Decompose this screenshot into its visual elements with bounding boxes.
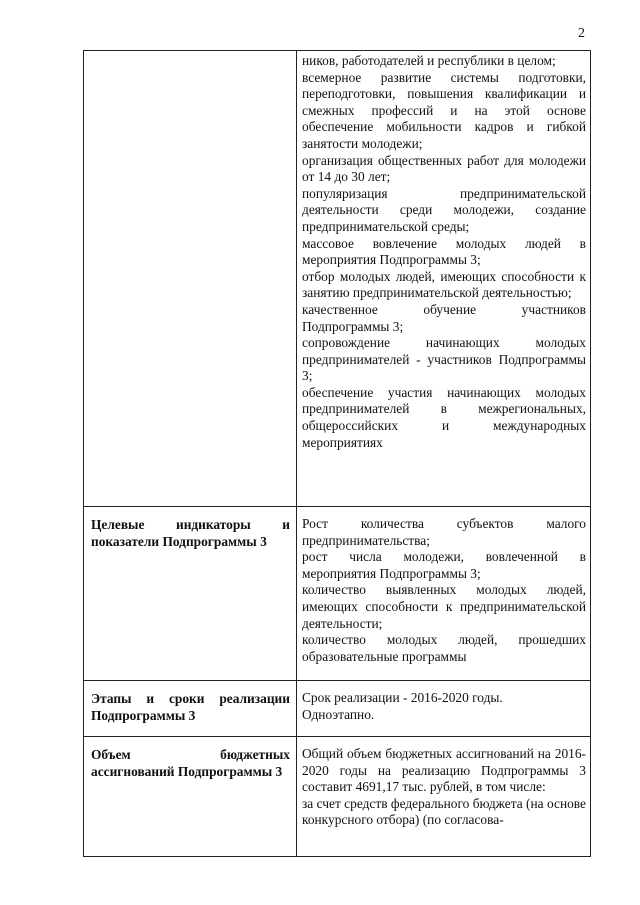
content-line: количество выявленных молодых людей, имеющих способности к предпринимательской деятельности; xyxy=(302,582,586,631)
content-line: массовое вовлечение молодых людей в мероприятия Подпрограммы 3; xyxy=(302,235,586,268)
table-row-budget xyxy=(84,737,591,857)
row-content-indicators xyxy=(297,507,591,681)
row-label-budget: Объем бюджетных ассигнований Подпрограммы 3 xyxy=(84,737,297,857)
row-label-empty xyxy=(84,51,297,507)
content-line: рост числа молодежи, вовлеченной в мероприятия Подпрограммы 3; xyxy=(302,549,586,581)
content-line: отбор молодых людей, имеющих способности к занятию предпринимательской деятельностью; xyxy=(302,268,586,301)
content-line: всемерное развитие системы подготовки, переподготовки, повышения квалификации и смежных профессий и на этой основе обеспечение мобильности кадров и гибкой занятости молодежи; xyxy=(302,69,586,151)
row-content-objectives xyxy=(297,51,591,507)
content-line: качественное обучение участников Подпрограммы 3; xyxy=(302,301,586,334)
content-line: Общий объем бюджетных ассигнований на 2016-2020 годы на реализацию Подпрограммы 3 составит 4691,17 тыс. рублей, в том числе: xyxy=(302,746,586,795)
content-line: за счет средств федерального бюджета (на основе конкурсного отбора) (по согласова- xyxy=(302,795,586,828)
content-line: ников, работодателей и республики в целом; xyxy=(302,53,556,68)
content-line: количество молодых людей, прошедших образовательные программы xyxy=(302,632,586,664)
row-content-budget xyxy=(297,737,591,857)
content-line: Одноэтапно. xyxy=(302,706,375,722)
content-line: Рост количества субъектов малого предпринимательства; xyxy=(302,516,586,548)
table-row-objectives xyxy=(84,51,591,507)
content-line: Срок реализации - 2016-2020 годы. xyxy=(302,690,503,705)
row-content-stages xyxy=(297,681,591,737)
content-line: популяризация предпринимательской деятельности среди молодежи, создание предпринимательской среды; xyxy=(302,185,586,234)
table-row-stages xyxy=(84,681,591,737)
subprogram-passport-table xyxy=(83,50,591,857)
row-label-indicators: Целевые индикаторы и показатели Подпрограммы 3 xyxy=(84,507,297,681)
content-line: обеспечение участия начинающих молодых предпринимателей в межрегиональных, общероссийских и международных мероприятиях xyxy=(302,384,586,450)
table-row-indicators xyxy=(84,507,591,681)
content-line: сопровождение начинающих молодых предпринимателей - участников Подпрограммы 3; xyxy=(302,335,586,384)
page-number: 2 xyxy=(578,26,585,41)
content-line: организация общественных работ для молодежи от 14 до 30 лет; xyxy=(302,152,586,185)
row-label-stages: Этапы и сроки реализации Подпрограммы 3 xyxy=(84,681,297,737)
